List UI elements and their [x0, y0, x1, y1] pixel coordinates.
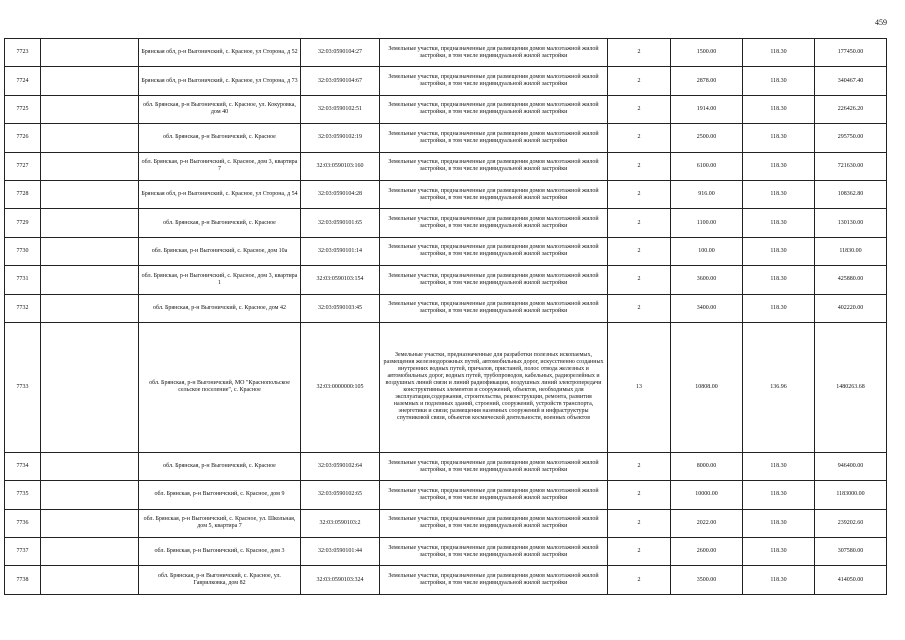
blank-cell	[41, 124, 139, 152]
table-row	[5, 322, 887, 452]
address-cell: обл. Брянская, р-н Выгоничский, с. Красное, ул. Кокуровка, дом 40	[139, 95, 301, 123]
rate-cell: 118.30	[743, 39, 815, 67]
row-number: 7723	[5, 39, 41, 67]
land-purpose-cell: Земельные участки, предназначенные для размещения домов малоэтажной жилой застройки, в том числе индивидуальной жилой застройки	[380, 67, 608, 95]
land-purpose-cell: Земельные участки, предназначенные для размещения домов малоэтажной жилой застройки, в том числе индивидуальной жилой застройки	[380, 566, 608, 594]
rate-cell: 118.30	[743, 538, 815, 566]
address-cell: обл. Брянская, р-н Выгоничский, с. Красное	[139, 452, 301, 480]
cadastral-number-cell: 32:03:0590101:44	[301, 538, 380, 566]
rate-cell: 118.30	[743, 95, 815, 123]
area-cell: 10808.00	[671, 322, 743, 452]
group-cell: 2	[608, 566, 671, 594]
group-cell: 2	[608, 481, 671, 509]
group-cell: 2	[608, 294, 671, 322]
rate-cell: 118.30	[743, 237, 815, 265]
rate-cell: 118.30	[743, 294, 815, 322]
blank-cell	[41, 322, 139, 452]
address-cell: обл. Брянская, р-н Выгоничский, с. Красное, ул. Гаврилковка, дом 82	[139, 566, 301, 594]
row-number: 7724	[5, 67, 41, 95]
table-body	[5, 39, 887, 595]
cadastral-value-cell: 1480263.68	[815, 322, 887, 452]
cadastral-value-cell: 307580.00	[815, 538, 887, 566]
address-cell: обл. Брянская, р-н Выгоничский, с. Красное, дом 3, квартира 1	[139, 266, 301, 294]
land-purpose-cell: Земельные участки, предназначенные для разработки полезных ископаемых, размещения железнодорожных путей, автомобильных дорог, искусственно созданных внутренних водных путей, причалов, пристаней, полос отвода железных и автомобильных дорог, водных путей, трубопроводов, кабельных, радиорелейных и воздушных линий связи и линий радиофикации, воздушных линий электропередачи конструктивных элементов и сооружений, объектов, необходимых для эксплуатации,содержания, строительства, реконструкции, ремонта, развития наземных и подземных зданий, строений, сооружений, устройств транспорта, энергетики и связи; размещения наземных сооружений и инфраструктуры спутниковой связи, объектов космической деятельности, военных объектов	[380, 322, 608, 452]
row-number: 7725	[5, 95, 41, 123]
group-cell: 2	[608, 95, 671, 123]
blank-cell	[41, 538, 139, 566]
address-cell: обл. Брянская, р-н Выгоничский, с. Красное, дом 3	[139, 538, 301, 566]
page-number: 459	[875, 18, 887, 27]
table-row	[5, 95, 887, 123]
blank-cell	[41, 95, 139, 123]
area-cell: 3400.00	[671, 294, 743, 322]
group-cell: 2	[608, 509, 671, 537]
rate-cell: 136.96	[743, 322, 815, 452]
cadastral-value-cell: 946400.00	[815, 452, 887, 480]
cadastral-number-cell: 32:03:0590103:160	[301, 152, 380, 180]
table-row	[5, 481, 887, 509]
cadastral-value-cell: 226426.20	[815, 95, 887, 123]
row-number: 7736	[5, 509, 41, 537]
address-cell: обл. Брянская, р-н Выгоничский, с. Красное, дом 10а	[139, 237, 301, 265]
area-cell: 1100.00	[671, 209, 743, 237]
table-row	[5, 566, 887, 594]
group-cell: 2	[608, 152, 671, 180]
area-cell: 3600.00	[671, 266, 743, 294]
row-number: 7738	[5, 566, 41, 594]
rate-cell: 118.30	[743, 481, 815, 509]
group-cell: 2	[608, 538, 671, 566]
address-cell: обл. Брянская, р-н Выгоничский, с. Красное	[139, 124, 301, 152]
address-cell: Брянская обл, р-н Выгоничский, с. Красное, ул Сторона, д 54	[139, 180, 301, 208]
land-purpose-cell: Земельные участки, предназначенные для размещения домов малоэтажной жилой застройки, в том числе индивидуальной жилой застройки	[380, 452, 608, 480]
group-cell: 2	[608, 209, 671, 237]
area-cell: 2878.00	[671, 67, 743, 95]
rate-cell: 118.30	[743, 509, 815, 537]
table-row	[5, 452, 887, 480]
row-number: 7726	[5, 124, 41, 152]
row-number: 7733	[5, 322, 41, 452]
table-row	[5, 509, 887, 537]
area-cell: 6100.00	[671, 152, 743, 180]
cadastral-value-cell: 721630.00	[815, 152, 887, 180]
rate-cell: 118.30	[743, 452, 815, 480]
cadastral-value-cell: 295750.00	[815, 124, 887, 152]
row-number: 7737	[5, 538, 41, 566]
address-cell: обл. Брянская, р-н Выгоничский, с. Красное, ул. Школьная, дом 5, квартира 7	[139, 509, 301, 537]
blank-cell	[41, 67, 139, 95]
group-cell: 2	[608, 124, 671, 152]
blank-cell	[41, 180, 139, 208]
land-purpose-cell: Земельные участки, предназначенные для размещения домов малоэтажной жилой застройки, в том числе индивидуальной жилой застройки	[380, 152, 608, 180]
address-cell: обл. Брянская, р-н Выгоничский, с. Красное	[139, 209, 301, 237]
blank-cell	[41, 481, 139, 509]
area-cell: 2600.00	[671, 538, 743, 566]
group-cell: 2	[608, 452, 671, 480]
cadastral-number-cell: 32:03:0590101:14	[301, 237, 380, 265]
row-number: 7735	[5, 481, 41, 509]
blank-cell	[41, 509, 139, 537]
address-cell: обл. Брянская, р-н Выгоничский, МО "Краснопольское сельское поселение", с. Красное	[139, 322, 301, 452]
land-purpose-cell: Земельные участки, предназначенные для размещения домов малоэтажной жилой застройки, в том числе индивидуальной жилой застройки	[380, 95, 608, 123]
land-purpose-cell: Земельные участки, предназначенные для размещения домов малоэтажной жилой застройки, в том числе индивидуальной жилой застройки	[380, 237, 608, 265]
row-number: 7734	[5, 452, 41, 480]
blank-cell	[41, 294, 139, 322]
cadastral-number-cell: 32:03:0590103:324	[301, 566, 380, 594]
row-number: 7732	[5, 294, 41, 322]
blank-cell	[41, 452, 139, 480]
area-cell: 100.00	[671, 237, 743, 265]
area-cell: 10000.00	[671, 481, 743, 509]
cadastral-value-cell: 11830.00	[815, 237, 887, 265]
land-purpose-cell: Земельные участки, предназначенные для размещения домов малоэтажной жилой застройки, в том числе индивидуальной жилой застройки	[380, 294, 608, 322]
rate-cell: 118.30	[743, 266, 815, 294]
cadastral-value-cell: 402220.00	[815, 294, 887, 322]
address-cell: обл. Брянская, р-н Выгоничский, с. Красное, дом 9	[139, 481, 301, 509]
area-cell: 916.00	[671, 180, 743, 208]
area-cell: 1500.00	[671, 39, 743, 67]
group-cell: 2	[608, 67, 671, 95]
cadastral-number-cell: 32:03:0590104:27	[301, 39, 380, 67]
cadastral-number-cell: 32:03:0590102:19	[301, 124, 380, 152]
address-cell: обл. Брянская, р-н Выгоничский, с. Красное, дом 42	[139, 294, 301, 322]
rate-cell: 118.30	[743, 67, 815, 95]
rate-cell: 118.30	[743, 152, 815, 180]
cadastral-value-cell: 239202.60	[815, 509, 887, 537]
group-cell: 2	[608, 266, 671, 294]
land-purpose-cell: Земельные участки, предназначенные для размещения домов малоэтажной жилой застройки, в том числе индивидуальной жилой застройки	[380, 266, 608, 294]
row-number: 7727	[5, 152, 41, 180]
table-row	[5, 538, 887, 566]
row-number: 7731	[5, 266, 41, 294]
area-cell: 8000.00	[671, 452, 743, 480]
rate-cell: 118.30	[743, 124, 815, 152]
cadastral-number-cell: 32:03:0590101:65	[301, 209, 380, 237]
table-row	[5, 152, 887, 180]
cadastral-value-cell: 177450.00	[815, 39, 887, 67]
land-registry-table	[4, 38, 887, 595]
cadastral-number-cell: 32:03:0000000:105	[301, 322, 380, 452]
rate-cell: 118.30	[743, 209, 815, 237]
land-purpose-cell: Земельные участки, предназначенные для размещения домов малоэтажной жилой застройки, в том числе индивидуальной жилой застройки	[380, 538, 608, 566]
cadastral-number-cell: 32:03:0590103:2	[301, 509, 380, 537]
cadastral-value-cell: 130130.00	[815, 209, 887, 237]
land-purpose-cell: Земельные участки, предназначенные для размещения домов малоэтажной жилой застройки, в том числе индивидуальной жилой застройки	[380, 124, 608, 152]
cadastral-value-cell: 414050.00	[815, 566, 887, 594]
cadastral-number-cell: 32:03:0590103:45	[301, 294, 380, 322]
table-row	[5, 294, 887, 322]
cadastral-value-cell: 425880.00	[815, 266, 887, 294]
address-cell: Брянская обл, р-н Выгоничский, с. Красное, ул Сторона, д 52	[139, 39, 301, 67]
row-number: 7730	[5, 237, 41, 265]
table-row	[5, 67, 887, 95]
cadastral-number-cell: 32:03:0590102:65	[301, 481, 380, 509]
cadastral-value-cell: 340467.40	[815, 67, 887, 95]
cadastral-value-cell: 108362.80	[815, 180, 887, 208]
area-cell: 2022.00	[671, 509, 743, 537]
cadastral-number-cell: 32:03:0590104:67	[301, 67, 380, 95]
blank-cell	[41, 566, 139, 594]
group-cell: 2	[608, 237, 671, 265]
address-cell: обл. Брянская, р-н Выгоничский, с. Красное, дом 3, квартира 7	[139, 152, 301, 180]
table-row	[5, 209, 887, 237]
land-purpose-cell: Земельные участки, предназначенные для размещения домов малоэтажной жилой застройки, в том числе индивидуальной жилой застройки	[380, 209, 608, 237]
group-cell: 13	[608, 322, 671, 452]
row-number: 7729	[5, 209, 41, 237]
area-cell: 1914.00	[671, 95, 743, 123]
blank-cell	[41, 39, 139, 67]
blank-cell	[41, 237, 139, 265]
land-purpose-cell: Земельные участки, предназначенные для размещения домов малоэтажной жилой застройки, в том числе индивидуальной жилой застройки	[380, 39, 608, 67]
cadastral-number-cell: 32:03:0590102:51	[301, 95, 380, 123]
cadastral-value-cell: 1183000.00	[815, 481, 887, 509]
table-row	[5, 180, 887, 208]
rate-cell: 118.30	[743, 566, 815, 594]
group-cell: 2	[608, 39, 671, 67]
rate-cell: 118.30	[743, 180, 815, 208]
cadastral-number-cell: 32:03:0590102:64	[301, 452, 380, 480]
cadastral-number-cell: 32:03:0590104:28	[301, 180, 380, 208]
blank-cell	[41, 209, 139, 237]
blank-cell	[41, 266, 139, 294]
land-purpose-cell: Земельные участки, предназначенные для размещения домов малоэтажной жилой застройки, в том числе индивидуальной жилой застройки	[380, 509, 608, 537]
table-row	[5, 124, 887, 152]
table-row	[5, 39, 887, 67]
blank-cell	[41, 152, 139, 180]
group-cell: 2	[608, 180, 671, 208]
row-number: 7728	[5, 180, 41, 208]
cadastral-number-cell: 32:03:0590103:154	[301, 266, 380, 294]
area-cell: 3500.00	[671, 566, 743, 594]
land-purpose-cell: Земельные участки, предназначенные для размещения домов малоэтажной жилой застройки, в том числе индивидуальной жилой застройки	[380, 481, 608, 509]
land-purpose-cell: Земельные участки, предназначенные для размещения домов малоэтажной жилой застройки, в том числе индивидуальной жилой застройки	[380, 180, 608, 208]
area-cell: 2500.00	[671, 124, 743, 152]
address-cell: Брянская обл, р-н Выгоничский, с. Красное, ул Сторона, д 73	[139, 67, 301, 95]
table-row	[5, 266, 887, 294]
table-row	[5, 237, 887, 265]
